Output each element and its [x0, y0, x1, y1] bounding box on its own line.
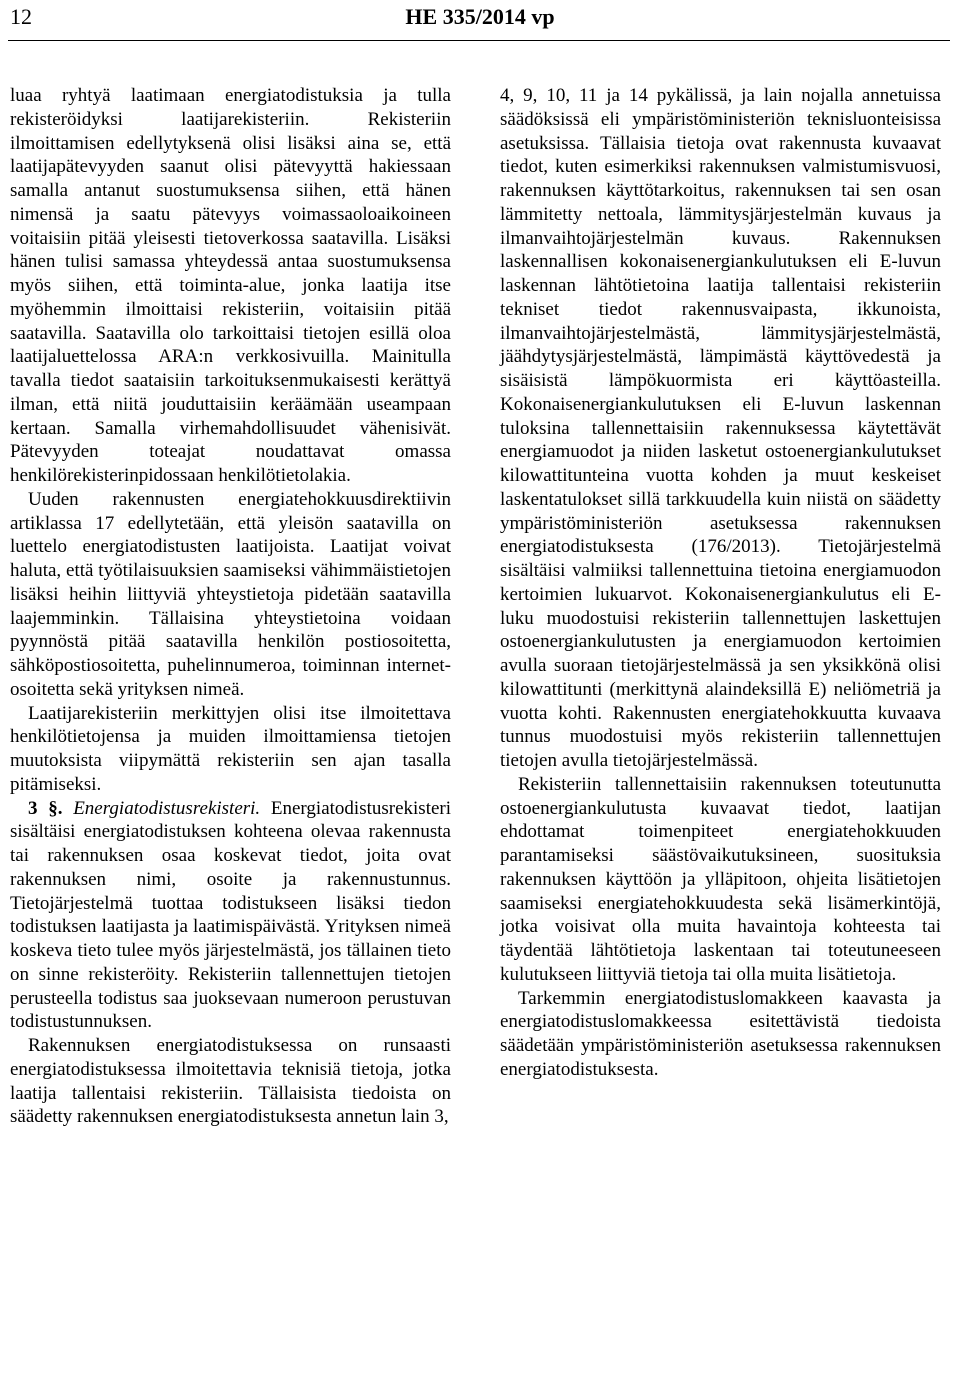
- paragraph: Tarkemmin energiatodistuslomakkeen kaavasta ja energiatodistuslomakkeessa esitettävistä tiedoista säädetään ympäristöministeriön asetuksessa rakennuksen energiatodistuksesta.: [500, 987, 941, 1080]
- paragraph: Rakennuksen energiatodistuksessa on runsaasti energiatodistuksessa ilmoitettavia teknisiä tietoja, jotka laatija tallentaisi rekisteriin. Tällaisista tiedoista on säädetty rakennuksen energiatodistuksesta annetun lain 3,: [10, 1035, 451, 1128]
- paragraph: 4, 9, 10, 11 ja 14 pykälissä, ja lain nojalla annetuissa säädöksissä eli ympäristöministeriön teknisluonteisissa asetuksissa. Tällaisia tietoja ovat rakennusta kuvaavat tiedot, kuten esimerkiksi rakennuksen valmistumisvuosi, rakennuksen käyttötarkoitus, rakennuksen tai sen osan lämmitetty nettoala, lämmitysjärjestelmän kuvaus ja ilmanvaihtojärjestelmän kuvaus. Rakennuksen laskennallisen kokonaisenergiankulutuksen eli E-luvun laskennan lähtötietoina laatija tallentaisi rekisteriin tekniset tiedot rakennusvaipasta, ikkunoista, ilmanvaihtojärjestelmästä, lämmitysjärjestelmästä, jäähdytysjärjestelmästä, lämpimästä käyttövedestä ja sisäisistä lämpökuormista eri käyttöasteilla. Kokonaisenergiankulutuksen eli E-luvun laskennan tuloksina tallennettaisiin rakennuksessa käytettävät energiamuodot ja niiden lasketut ostoenergiankulutukset kilowattitunteina vuotta kohden ja muut keskeiset laskentatulokset sillä tarkkuudella kuin niistä on säädetty ympäristöministeriön asetuksessa rakennuksen energiatodistuksesta (176/2013). Tietojärjestelmä sisältäisi valmiiksi tallennettuina tietoina energiamuodon kertoimien lukuarvot. Kokonaisenergiankulutus eli E-luku muodostuisi rekisteriin tallennettujen laskettujen ostoenergiankulutusten ja energiamuodon kertoimien avulla suoraan tietojärjestelmässä ja sen yksikkönä olisi kilowattitunti (merkittynä alaindeksillä E) neliömetriä ja vuotta kohti. Rakennusten energiatehokkuutta kuvaava tunnus muodostuisi myös rekisteriin tallennettujen tietojen avulla tietojärjestelmässä.: [500, 85, 941, 771]
- left-column: [10, 84, 451, 1129]
- page-header: [0, 0, 960, 44]
- right-column: [500, 84, 941, 1082]
- section-paragraph: [10, 797, 451, 1035]
- header-rule: [8, 40, 950, 41]
- section-number: 3 §.: [28, 797, 63, 819]
- section-body: Energiatodistusrekisteri sisältäisi energiatodistuksen kohteena olevaa rakennusta tai rakennuksen osaa koskevat tiedot, joita ovat rakennuksen nimi, osoite ja rakennustunnus. Tietojärjestelmä tuottaa todistukseen lisäksi tiedon todistuksen laatijasta ja laatimispäivästä. Yrityksen nimeä koskeva tieto tulee myös järjestelmästä, jos tällainen tieto on sinne rekisteröity. Rekisteriin tallennettujen tietojen perusteella todistus saa juoksevaan numeroon perustuvan todistustunnuksen.: [10, 797, 452, 1033]
- document-id: HE 335/2014 vp: [405, 4, 555, 29]
- paragraph: Laatijarekisteriin merkittyjen olisi itse ilmoitettava henkilötietojensa ja muiden ilmoittamiensa tietojen muutoksista viipymättä rekisteriin sen ajan tasalla pitämiseksi.: [10, 702, 451, 795]
- paragraph: luaa ryhtyä laatimaan energiatodistuksia ja tulla rekisteröidyksi laatijarekisteriin. Rekisteriin ilmoittamisen edellytyksenä olisi lisäksi aina se, että laatijapätevyyden saanut olisi pätevyyttä hakiessaan samalla antanut suostumuksensa siihen, että hänen nimensä ja saatu pätevyys voimassaoloaikoineen voitaisiin pitää yleisesti tietoverkossa saatavilla. Lisäksi hänen tulisi samassa yhteydessä antaa suostumuksensa myös siihen, että toiminta-alue, jonka laatija itse myöhemmin ilmoittaisi rekisteriin, voitaisiin pitää saatavilla. Saatavilla olo tarkoittaisi tietojen esillä oloa laatijaluettelossa ARA:n verkkosivuilla. Mainitulla tavalla tiedot saataisiin tarkoituksenmukaisesti kerättyä ilman, että niitä jouduttaisiin keräämään useampaan kertaan. Samalla virhemahdollisuudet vähenisivät. Pätevyyden toteajat noudattavat omassa henkilörekisterinpidossaan henkilötietolakia.: [10, 85, 451, 486]
- section-title: Energiatodistusrekisteri.: [73, 797, 261, 819]
- paragraph: Uuden rakennusten energiatehokkuusdirektiivin artiklassa 17 edellytetään, että yleisön saatavilla on luettelo energiatodistusten laatijoista. Laatijat voivat haluta, että työtilaisuuksien saamiseksi vähimmäistietojen lisäksi heihin liittyviä yhteystietoja pidetään saatavilla laajemminkin. Tällaisina yhteystietoina voidaan pyynnöstä pitää saatavilla henkilön postiosoitetta, sähköpostiosoitetta, puhelinnumeroa, toiminnan internet-osoitetta sekä yrityksen nimeä.: [10, 488, 451, 700]
- paragraph: Rekisteriin tallennettaisiin rakennuksen toteutunutta ostoenergiankulutusta kuvaavat tiedot, laatijan ehdottamat toimenpiteet energiatehokkuuden parantamiseksi säästövaikutuksineen, suosituksia rakennuksen käyttöön ja ylläpitoon, ohjeita lisätietojen saamiseksi energiatehokkuudesta sekä lisämerkintöjä, jotka voisivat olla muita havaintoja kohteesta tai täydentää lähtötietoja laskentaan tai toteutuneeseen kulutukseen liittyviä tietoja tai olla muita lisätietoja.: [500, 773, 941, 985]
- page-number: 12: [10, 4, 32, 29]
